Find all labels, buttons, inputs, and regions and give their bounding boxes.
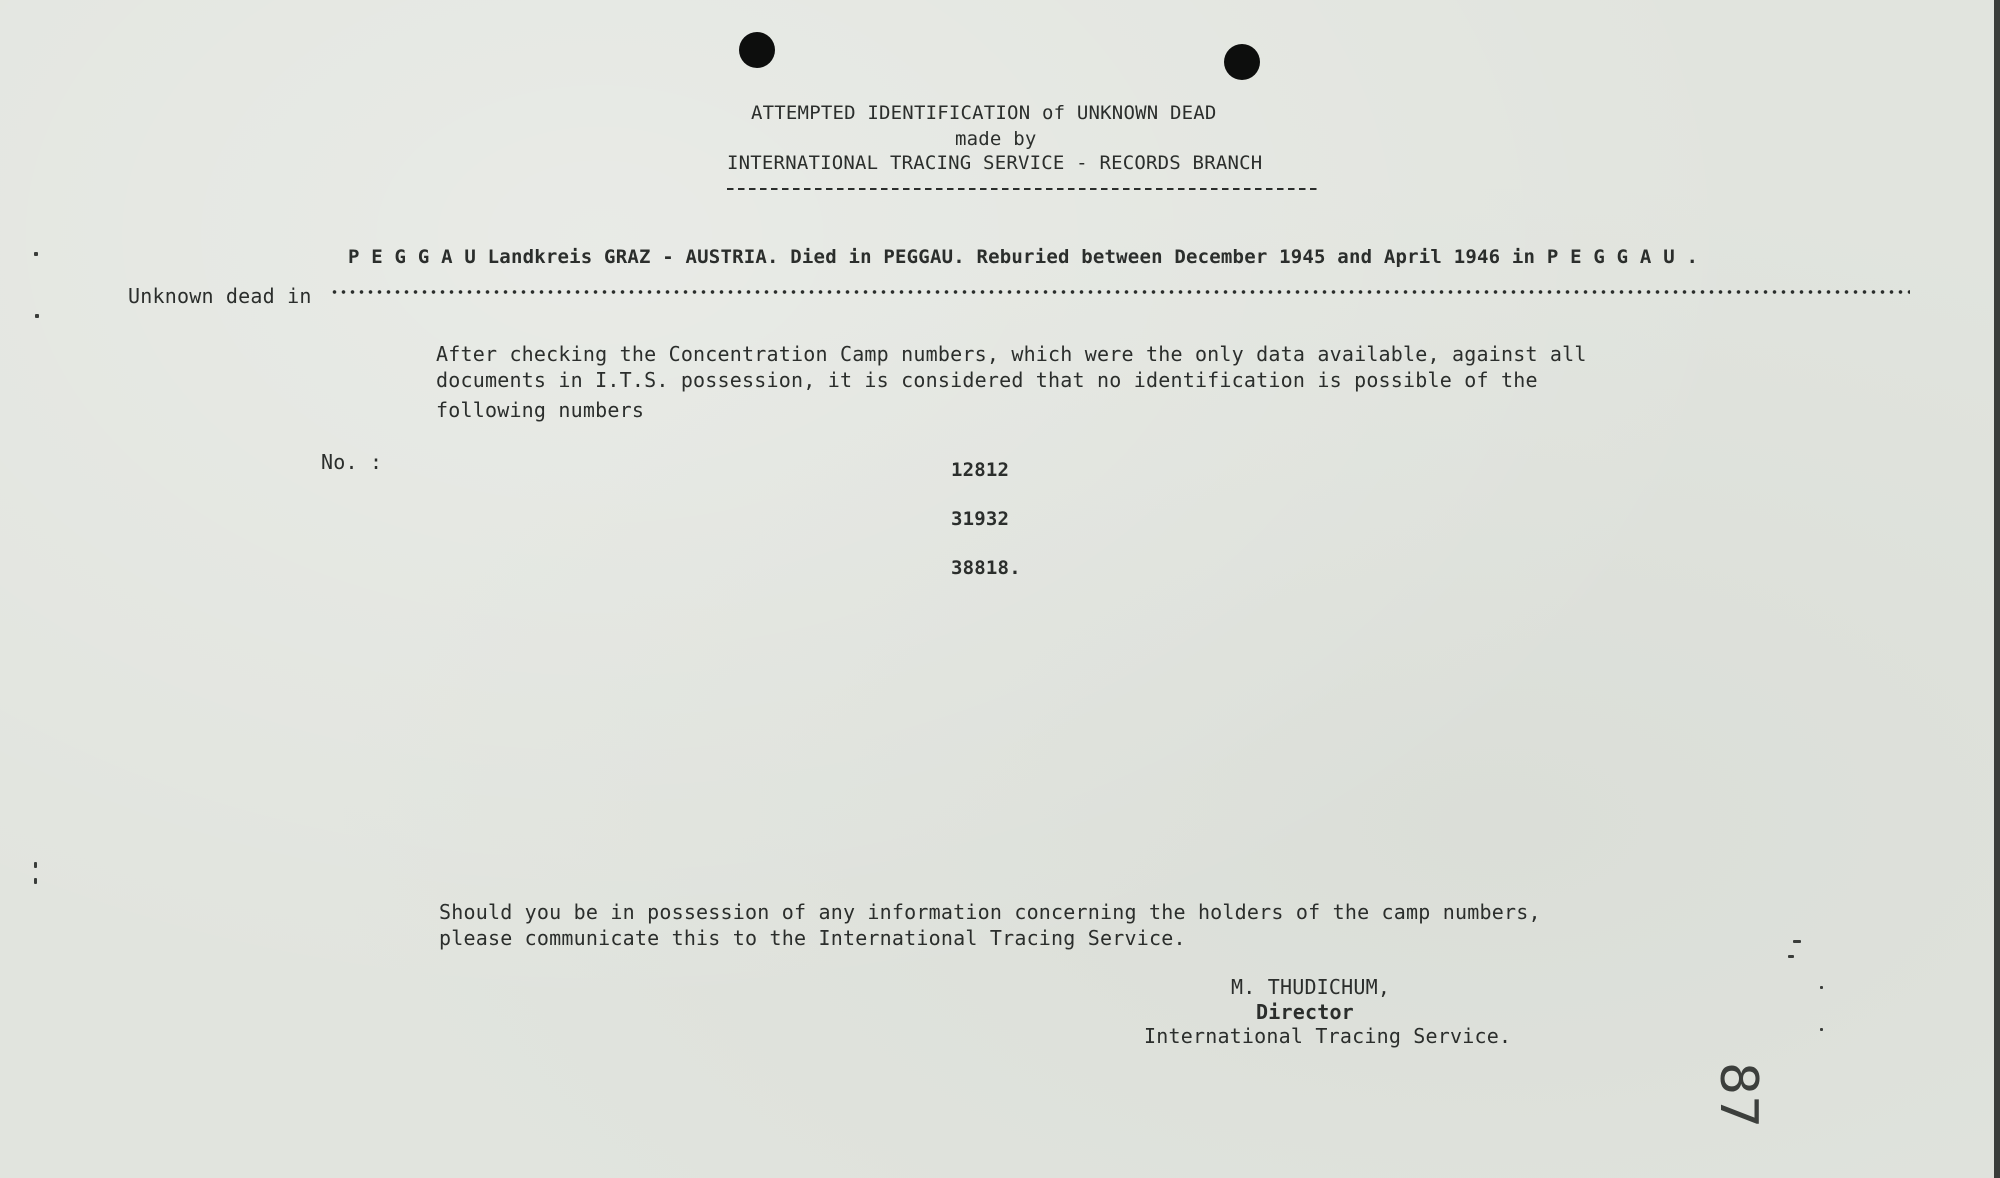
header-underline — [727, 188, 1317, 190]
header-title: ATTEMPTED IDENTIFICATION of UNKNOWN DEAD — [751, 102, 1217, 124]
punch-hole-right — [1224, 44, 1260, 80]
location-label: Unknown dead in — [128, 284, 312, 308]
edge-mark — [1793, 940, 1801, 943]
edge-mark — [34, 878, 37, 884]
edge-mark — [35, 314, 39, 318]
signatory-name: M. THUDICHUM, — [1231, 975, 1391, 999]
body-line-1: After checking the Concentration Camp numbers, which were the only data available, against all — [436, 342, 1587, 366]
dotted-fill-line — [330, 290, 1910, 294]
page-number: 87 — [1708, 1062, 1768, 1129]
signatory-organization: International Tracing Service. — [1144, 1024, 1512, 1048]
closing-line-1: Should you be in possession of any information concerning the holders of the camp numbers, — [439, 900, 1541, 924]
edge-mark — [1788, 955, 1794, 958]
header-made-by: made by — [955, 128, 1037, 150]
signatory-title: Director — [1256, 1000, 1354, 1024]
closing-line-2: please communicate this to the International Tracing Service. — [439, 926, 1186, 950]
numbers-label: No. : — [321, 450, 383, 474]
edge-mark — [34, 252, 38, 256]
header-organization: INTERNATIONAL TRACING SERVICE - RECORDS BRANCH — [727, 152, 1263, 174]
punch-hole-left — [739, 32, 775, 68]
camp-number: 12812 — [951, 459, 1010, 481]
body-line-2: documents in I.T.S. possession, it is considered that no identification is possible of the — [436, 368, 1538, 392]
location-detail: P E G G A U Landkreis GRAZ - AUSTRIA. Died in PEGGAU. Reburied between December 1945 and April 1946 in P E G G A U . — [348, 246, 1699, 268]
camp-number: 38818. — [951, 557, 1021, 579]
camp-number: 31932 — [951, 508, 1010, 530]
edge-mark — [1820, 986, 1823, 989]
body-line-3: following numbers — [436, 398, 645, 422]
page-edge — [1994, 0, 2000, 1178]
edge-mark — [34, 862, 37, 868]
edge-mark — [1820, 1028, 1823, 1031]
